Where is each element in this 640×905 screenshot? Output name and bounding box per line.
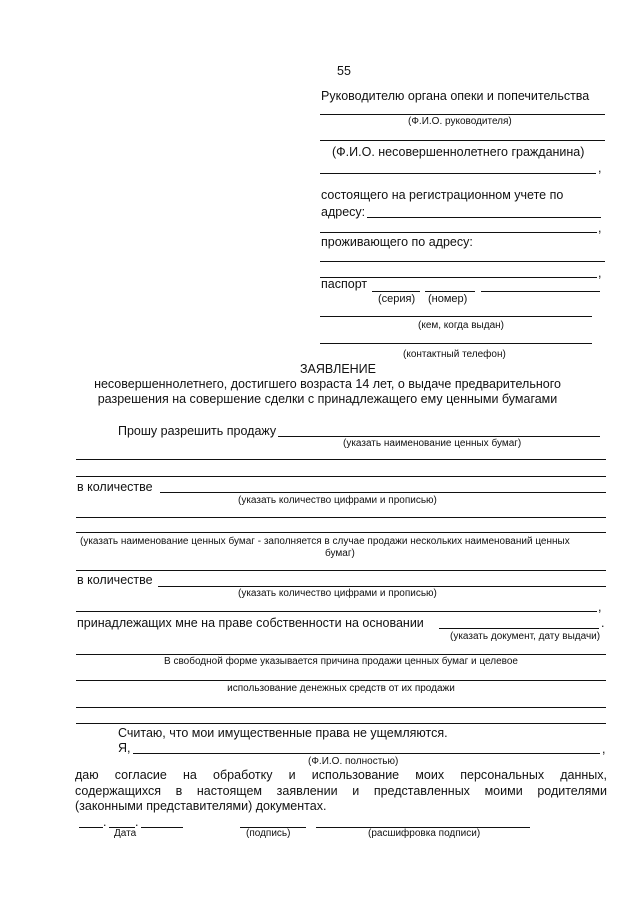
blank-line-3[interactable] bbox=[76, 517, 606, 518]
quantity-label: в количестве bbox=[77, 480, 153, 494]
title-line-1: несовершеннолетнего, достигшего возраста 14 лет, о выдаче предварительного bbox=[94, 377, 561, 391]
head-name-line[interactable] bbox=[320, 114, 605, 115]
number-hint: (номер) bbox=[428, 293, 468, 305]
free-form-hint-2: использование денежных средств от их продажи bbox=[227, 683, 455, 694]
full-name-hint: (Ф.И.О. полностью) bbox=[308, 756, 399, 767]
series-hint: (серия) bbox=[378, 293, 416, 305]
application-form-page: 55 Руководителю органа опеки и попечительства (Ф.И.О. руководителя) (Ф.И.О. несовершеннолетнего гражданина) , состоящего на регистрационном учете по адресу: , проживающего по адресу: , паспорт (серия) (номер) (кем, когда выдан) (контактный телефон) ЗАЯВЛЕНИЕ несовершеннолетнего, достигшего возраста 14 лет, о выдаче предварительного разрешения на совершение сделки с принадлежащего ему ценными бумагами Прошу разрешить продажу (указать наименование ценных бумаг) в количестве (указать количество цифрами и прописью) (указать наименование ценных бумаг - заполняется в случае продажи нескольких наименований ценных бумаг) в количестве (указать количество цифрами и прописью) , принадлежащих мне на праве собственности на основании . (указать документ, дату выдачи) В свободной форме указывается причина продажи ценных бумаг и целевое использование денежных средств от их продажи Считаю, что мои имущественные права не ущемляются. Я, , (Ф.И.О. полностью) даю согласие на обработку и использование моих персональных данных, содержащихся в настоящем заявлении и представленных моими родителями (законными представителями) документах. . . Дата (подпись) (расшифровка подписи) bbox=[0, 0, 640, 905]
living-address-line[interactable] bbox=[320, 261, 605, 262]
blank-line-2[interactable] bbox=[76, 476, 606, 477]
securities-line[interactable] bbox=[278, 436, 600, 437]
minor-name-line[interactable] bbox=[320, 173, 596, 174]
free-form-hint-1: В свободной форме указывается причина продажи ценных бумаг и целевое bbox=[164, 656, 518, 667]
issued-by-line[interactable] bbox=[320, 316, 592, 317]
full-name-line[interactable] bbox=[133, 753, 600, 754]
date-day-line[interactable] bbox=[79, 827, 103, 828]
quantity-label-2: в количестве bbox=[77, 573, 153, 587]
quantity-hint-2: (указать количество цифрами и прописью) bbox=[238, 588, 437, 599]
blank-line-5[interactable] bbox=[76, 570, 606, 571]
quantity-hint: (указать количество цифрами и прописью) bbox=[238, 495, 437, 506]
registered-address-line-2[interactable] bbox=[320, 232, 597, 233]
quantity-line[interactable] bbox=[160, 492, 606, 493]
registered-label-1: состоящего на регистрационном учете по bbox=[321, 188, 564, 202]
quantity-line-2[interactable] bbox=[158, 586, 606, 587]
blank-line-8[interactable] bbox=[76, 680, 606, 681]
blank-line-10[interactable] bbox=[76, 723, 606, 724]
phone-hint: (контактный телефон) bbox=[403, 349, 506, 360]
date-label: Дата bbox=[114, 828, 137, 839]
signature-decode-label: (расшифровка подписи) bbox=[368, 828, 481, 839]
passport-series-line[interactable] bbox=[372, 291, 420, 292]
passport-label: паспорт bbox=[321, 277, 368, 291]
phone-line[interactable] bbox=[320, 343, 592, 344]
multi-securities-hint-2: бумаг) bbox=[325, 548, 355, 559]
signature-label: (подпись) bbox=[246, 828, 291, 839]
registered-address-line[interactable] bbox=[367, 217, 601, 218]
addressee: Руководителю органа опеки и попечительства bbox=[321, 89, 590, 103]
date-year-line[interactable] bbox=[141, 827, 183, 828]
ownership-text: принадлежащих мне на праве собственности на основании bbox=[77, 616, 424, 630]
title-line-2: разрешения на совершение сделки с принадлежащего ему ценными бумагами bbox=[97, 392, 558, 406]
blank-line-1[interactable] bbox=[76, 459, 606, 460]
registered-label-2: адресу: bbox=[321, 205, 366, 219]
consent-line-2: содержащихся в настоящем заявлении и представленных моими родителями bbox=[75, 784, 607, 798]
living-address-label: проживающего по адресу: bbox=[321, 235, 473, 249]
issued-by-hint: (кем, когда выдан) bbox=[418, 320, 504, 331]
consent-line-3: (законными представителями) документах. bbox=[75, 799, 327, 813]
multi-securities-hint-1: (указать наименование ценных бумаг - заполняется в случае продажи нескольких наименований ценных bbox=[80, 536, 570, 547]
blank-line-4[interactable] bbox=[76, 532, 606, 533]
page-number: 55 bbox=[337, 64, 351, 78]
request-text: Прошу разрешить продажу bbox=[118, 424, 277, 438]
securities-hint: (указать наименование ценных бумаг) bbox=[343, 438, 522, 449]
head-name-hint: (Ф.И.О. руководителя) bbox=[408, 116, 512, 127]
blank-line-7[interactable] bbox=[76, 654, 606, 655]
blank-line-9[interactable] bbox=[76, 707, 606, 708]
passport-extra-line[interactable] bbox=[481, 291, 600, 292]
ownership-basis-line[interactable] bbox=[439, 628, 599, 629]
i-label: Я, bbox=[118, 741, 131, 755]
blank-line-6[interactable] bbox=[76, 611, 597, 612]
consent-line-1: даю согласие на обработку и использование моих персональных данных, bbox=[75, 768, 607, 782]
head-name-line-2[interactable] bbox=[320, 140, 605, 141]
minor-name-hint: (Ф.И.О. несовершеннолетнего гражданина) bbox=[332, 145, 585, 159]
document-hint: (указать документ, дату выдачи) bbox=[450, 631, 601, 642]
document-title: ЗАЯВЛЕНИЕ bbox=[300, 362, 377, 376]
rights-statement: Считаю, что мои имущественные права не ущемляются. bbox=[118, 726, 448, 740]
passport-number-line[interactable] bbox=[425, 291, 475, 292]
